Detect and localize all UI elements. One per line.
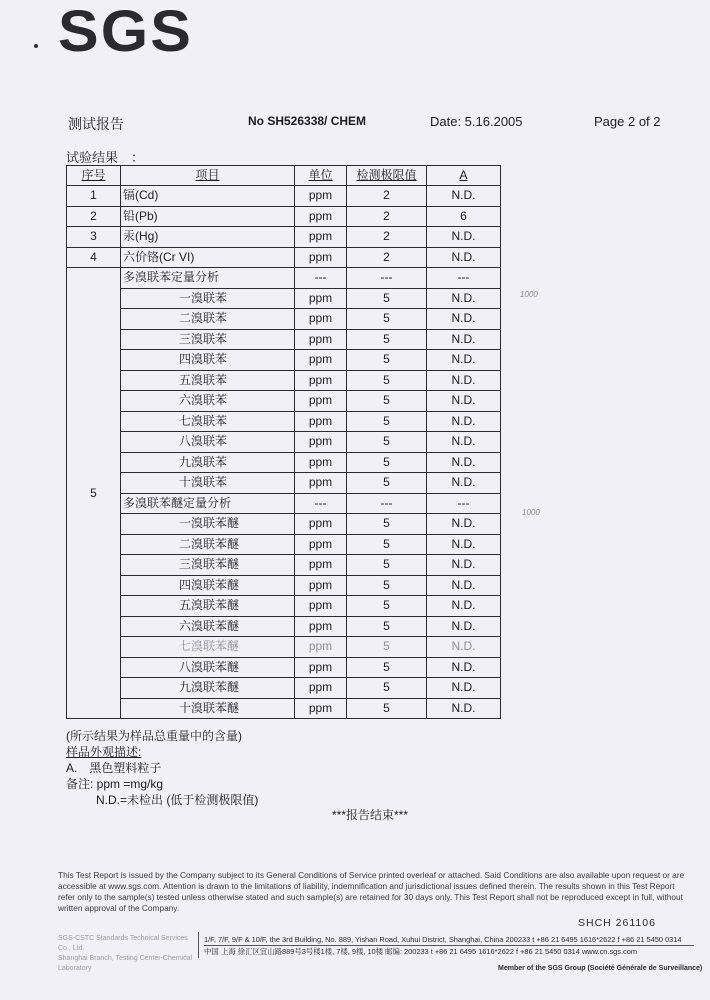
cell-item: 十溴联苯醚 (121, 698, 295, 719)
cell-result: N.D. (427, 370, 501, 391)
cell-limit: 2 (347, 206, 427, 227)
cell-result: N.D. (427, 473, 501, 494)
table-row (67, 698, 501, 719)
header-item: 项目 (121, 166, 295, 186)
cell-item: 七溴联苯醚 (121, 637, 295, 658)
table-row (67, 391, 501, 412)
cell-item: 九溴联苯醚 (121, 678, 295, 699)
header-limit: 检测极限值 (347, 166, 427, 186)
company-address (204, 934, 694, 957)
cell-item: 四溴联苯 (121, 350, 295, 371)
cell-seq: 1 (67, 186, 121, 207)
results-table (66, 165, 501, 719)
table-row (67, 288, 501, 309)
cell-limit: 5 (347, 657, 427, 678)
header-seq: 序号 (67, 166, 121, 186)
cell-unit: ppm (295, 698, 347, 719)
header-a: A (427, 166, 501, 186)
page-indicator: Page 2 of 2 (594, 114, 661, 129)
cell-unit: ppm (295, 616, 347, 637)
cell-item: 三溴联苯醚 (121, 555, 295, 576)
cell-unit: ppm (295, 514, 347, 535)
address-english: 1/F, 7/F, 9/F & 10/F, the 3rd Building, No. 889, Yishan Road, Xuhui District, Shanghai, China 200233 t +86 21 6495 1616*2622 f +86 21 5450 0314 (204, 935, 682, 944)
cell-limit: 2 (347, 186, 427, 207)
cell-limit: 5 (347, 329, 427, 350)
cell-item: 四溴联苯醚 (121, 575, 295, 596)
table-row (67, 227, 501, 248)
cell-result: --- (427, 493, 501, 514)
table-row (67, 452, 501, 473)
cell-item: 二溴联苯 (121, 309, 295, 330)
table-row (67, 534, 501, 555)
table-row (67, 678, 501, 699)
table-row (67, 247, 501, 268)
cell-group-seq: 5 (67, 268, 121, 719)
cell-item: 汞(Hg) (121, 227, 295, 248)
sgs-member-line: Member of the SGS Group (Société Générale de Surveillance) (498, 965, 703, 972)
cell-result: N.D. (427, 596, 501, 617)
table-row (67, 186, 501, 207)
cell-unit: ppm (295, 391, 347, 412)
cell-result: N.D. (427, 432, 501, 453)
report-date: Date: 5.16.2005 (430, 114, 523, 129)
cell-item: 二溴联苯醚 (121, 534, 295, 555)
cell-result: N.D. (427, 329, 501, 350)
table-row (67, 473, 501, 494)
cell-limit: 5 (347, 637, 427, 658)
table-header-row (67, 166, 501, 186)
basis-note: (所示结果为样品总重量中的含量) (66, 729, 242, 743)
cell-limit: 5 (347, 370, 427, 391)
cell-limit: 5 (347, 514, 427, 535)
cell-limit: 5 (347, 309, 427, 330)
cell-result: N.D. (427, 575, 501, 596)
address-chinese: 中国 上海 徐汇区宜山路889号3号楼1楼, 7楼, 9楼, 10楼 邮编: 200233 t +86 21 6495 1616*2622 f +86 21 5450 0314 www.cn.sgs.com (204, 945, 694, 957)
cell-item: 一溴联苯 (121, 288, 295, 309)
company-line2: Shanghai Branch, Testing Center-Chemical Laboratory (58, 955, 193, 972)
cell-limit: 5 (347, 288, 427, 309)
cell-item: 三溴联苯 (121, 329, 295, 350)
appearance-label: 样品外观描述: (66, 745, 142, 759)
results-label: 试验结果 ： (66, 150, 145, 165)
cell-unit: ppm (295, 206, 347, 227)
cell-limit: --- (347, 268, 427, 289)
table-row (67, 432, 501, 453)
cell-unit: ppm (295, 432, 347, 453)
pbde-heading-row (67, 493, 501, 514)
cell-unit: ppm (295, 473, 347, 494)
cell-limit: --- (347, 493, 427, 514)
table-row (67, 555, 501, 576)
cell-result: N.D. (427, 350, 501, 371)
cell-item: 九溴联苯 (121, 452, 295, 473)
cell-unit: ppm (295, 186, 347, 207)
pbb-heading-row (67, 268, 501, 289)
cell-item: 六溴联苯 (121, 391, 295, 412)
cell-unit: ppm (295, 534, 347, 555)
cell-limit: 5 (347, 575, 427, 596)
cell-item: 铅(Pb) (121, 206, 295, 227)
cell-result: N.D. (427, 391, 501, 412)
sample-description: A. 黑色塑料粒子 (66, 761, 162, 775)
cell-limit: 2 (347, 227, 427, 248)
report-title: 测试报告 (68, 116, 124, 132)
table-row (67, 514, 501, 535)
cell-unit: ppm (295, 350, 347, 371)
cell-limit: 5 (347, 432, 427, 453)
company-name (58, 934, 194, 974)
document-code: SHCH 261106 (578, 917, 656, 929)
cell-result: N.D. (427, 657, 501, 678)
cell-unit: ppm (295, 452, 347, 473)
cell-result: N.D. (427, 698, 501, 719)
table-row (67, 329, 501, 350)
cell-seq: 2 (67, 206, 121, 227)
cell-unit: ppm (295, 575, 347, 596)
cell-limit: 5 (347, 698, 427, 719)
cell-limit: 5 (347, 596, 427, 617)
cell-result: N.D. (427, 678, 501, 699)
cell-result: --- (427, 268, 501, 289)
footer-divider (198, 932, 199, 958)
table-row (67, 616, 501, 637)
handwritten-mark: 1000 (522, 508, 540, 517)
table-row (67, 657, 501, 678)
cell-unit: ppm (295, 555, 347, 576)
cell-result: N.D. (427, 616, 501, 637)
cell-item: 五溴联苯 (121, 370, 295, 391)
cell-limit: 5 (347, 391, 427, 412)
cell-unit: ppm (295, 247, 347, 268)
header-unit: 单位 (295, 166, 347, 186)
table-row (67, 350, 501, 371)
cell-seq: 4 (67, 247, 121, 268)
cell-result: N.D. (427, 637, 501, 658)
cell-result: N.D. (427, 309, 501, 330)
cell-unit: --- (295, 493, 347, 514)
sgs-logo: SGS (58, 0, 193, 64)
cell-unit: ppm (295, 370, 347, 391)
cell-limit: 2 (347, 247, 427, 268)
cell-result: N.D. (427, 186, 501, 207)
cell-item: 多溴联苯定量分析 (121, 268, 295, 289)
cell-limit: 5 (347, 473, 427, 494)
table-row (67, 370, 501, 391)
table-row (67, 309, 501, 330)
cell-item: 十溴联苯 (121, 473, 295, 494)
cell-item: 七溴联苯 (121, 411, 295, 432)
cell-unit: ppm (295, 227, 347, 248)
terms-fine-print: This Test Report is issued by the Company subject to its General Conditions of Service printed overleaf or attached. Said Conditions are also available upon request or are accessible at www.sgs.com. Attention is drawn to the limitations of liability, indemnification and jurisdictional issues defined therein. The results shown in this Test Report refer only to the sample(s) tested unless otherwise stated and such sample(s) are retained for 30 days only. This Test Report shall not be reproduced except in full, without written approval of the Company. (58, 870, 685, 913)
cell-result: N.D. (427, 534, 501, 555)
cell-limit: 5 (347, 411, 427, 432)
cell-result: N.D. (427, 288, 501, 309)
cell-item: 六溴联苯醚 (121, 616, 295, 637)
table-row (67, 596, 501, 617)
report-number: No SH526338/ CHEM (248, 114, 367, 128)
remark: 备注: ppm =mg/kg (66, 777, 164, 791)
cell-limit: 5 (347, 452, 427, 473)
cell-unit: ppm (295, 678, 347, 699)
cell-item: 镉(Cd) (121, 186, 295, 207)
table-row (67, 637, 501, 658)
cell-item: 一溴联苯醚 (121, 514, 295, 535)
table-row (67, 411, 501, 432)
cell-unit: ppm (295, 596, 347, 617)
cell-result: N.D. (427, 555, 501, 576)
table-row (67, 575, 501, 596)
cell-item: 八溴联苯 (121, 432, 295, 453)
cell-item: 八溴联苯醚 (121, 657, 295, 678)
end-of-report: ***报告结束*** (332, 808, 409, 822)
table-row (67, 206, 501, 227)
punch-dot (34, 44, 38, 48)
cell-result: N.D. (427, 411, 501, 432)
cell-limit: 5 (347, 555, 427, 576)
cell-item: 六价铬(Cr VI) (121, 247, 295, 268)
cell-seq: 3 (67, 227, 121, 248)
cell-unit: ppm (295, 309, 347, 330)
cell-result: N.D. (427, 452, 501, 473)
cell-item: 五溴联苯醚 (121, 596, 295, 617)
cell-limit: 5 (347, 534, 427, 555)
company-line1: SGS-CSTC Standards Technical Services Co., Ltd. (58, 935, 188, 952)
cell-result: N.D. (427, 247, 501, 268)
cell-unit: ppm (295, 329, 347, 350)
cell-limit: 5 (347, 616, 427, 637)
cell-unit: ppm (295, 657, 347, 678)
cell-unit: ppm (295, 411, 347, 432)
cell-unit: ppm (295, 288, 347, 309)
cell-unit: ppm (295, 637, 347, 658)
cell-result: 6 (427, 206, 501, 227)
cell-limit: 5 (347, 678, 427, 699)
handwritten-mark: 1000 (520, 290, 538, 299)
cell-result: N.D. (427, 514, 501, 535)
nd-definition: N.D.=未检出 (低于检测极限值) (96, 793, 259, 807)
cell-result: N.D. (427, 227, 501, 248)
cell-unit: --- (295, 268, 347, 289)
cell-limit: 5 (347, 350, 427, 371)
cell-item: 多溴联苯醚定量分析 (121, 493, 295, 514)
